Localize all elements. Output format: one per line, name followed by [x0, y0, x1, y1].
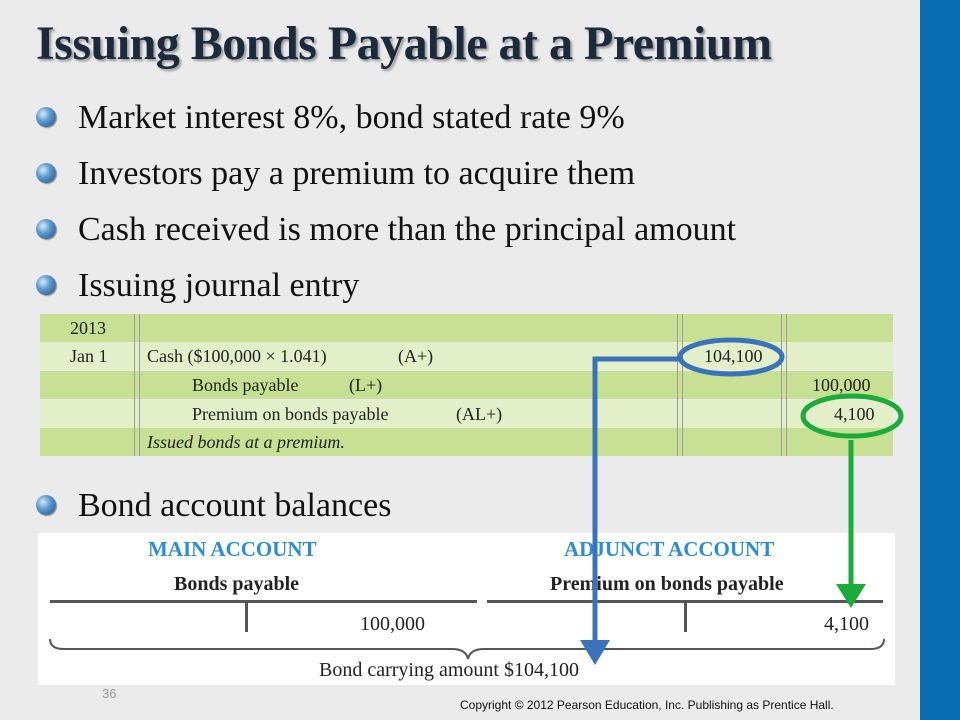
bullet-icon [36, 163, 56, 183]
copyright-notice: Copyright © 2012 Pearson Education, Inc. Publishing as Prentice Hall. [460, 698, 834, 712]
journal-date: Jan 1 [70, 346, 108, 366]
journal-year: 2013 [70, 318, 106, 338]
bullet-text: Market interest 8%, bond stated rate 9% [78, 99, 625, 136]
bullet-item [36, 146, 736, 202]
adjunct-account-name: Premium on bonds payable [550, 573, 784, 595]
main-account-value: 100,000 [360, 613, 425, 635]
bullet-item [36, 90, 736, 146]
journal-entry-table [40, 314, 893, 456]
bullet-list [36, 90, 736, 314]
main-t-bar [50, 600, 477, 603]
main-t-stem [245, 600, 248, 632]
adjunct-account-header: ADJUNCT ACCOUNT [564, 537, 775, 561]
bullet-text: Issuing journal entry [78, 267, 360, 304]
bullet-item [36, 478, 391, 534]
page-number: 36 [102, 686, 117, 701]
bonds-account: Bonds payable [192, 375, 299, 395]
main-account-name: Bonds payable [174, 573, 300, 595]
bonds-tag: (L+) [349, 375, 383, 395]
cash-account: Cash ($100,000 × 1.041) [147, 346, 327, 366]
main-account-header: MAIN ACCOUNT [148, 537, 317, 561]
column-divider [134, 314, 140, 456]
carrying-amount: Bond carrying amount $104,100 [319, 659, 579, 681]
bullet-icon [36, 495, 56, 515]
bullet-text: Bond account balances [78, 487, 392, 524]
bullet-icon [36, 219, 56, 239]
bullet-text: Cash received is more than the principal amount [78, 211, 737, 248]
column-divider [677, 314, 683, 456]
journal-explanation: Issued bonds at a premium. [147, 432, 345, 452]
bullet-item [36, 258, 736, 314]
bullet-icon [36, 107, 56, 127]
adjunct-account-value: 4,100 [824, 613, 869, 635]
slide-title: Issuing Bonds Payable at a Premium [36, 17, 772, 70]
premium-account: Premium on bonds payable [192, 404, 389, 424]
table-row [40, 314, 893, 342]
premium-tag: (AL+) [456, 404, 503, 424]
bullet-icon [36, 275, 56, 295]
bullet-text: Investors pay a premium to acquire them [78, 155, 636, 192]
cash-tag: (A+) [398, 346, 434, 366]
side-accent-bar [920, 0, 960, 720]
premium-credit: 4,100 [834, 404, 875, 424]
bond-account-balances [38, 533, 895, 685]
column-divider [781, 314, 787, 456]
cash-debit: 104,100 [704, 346, 763, 366]
bullet-item [36, 202, 736, 258]
bonds-credit: 100,000 [812, 375, 871, 395]
table-row [40, 371, 893, 399]
adjunct-t-stem [684, 600, 687, 632]
